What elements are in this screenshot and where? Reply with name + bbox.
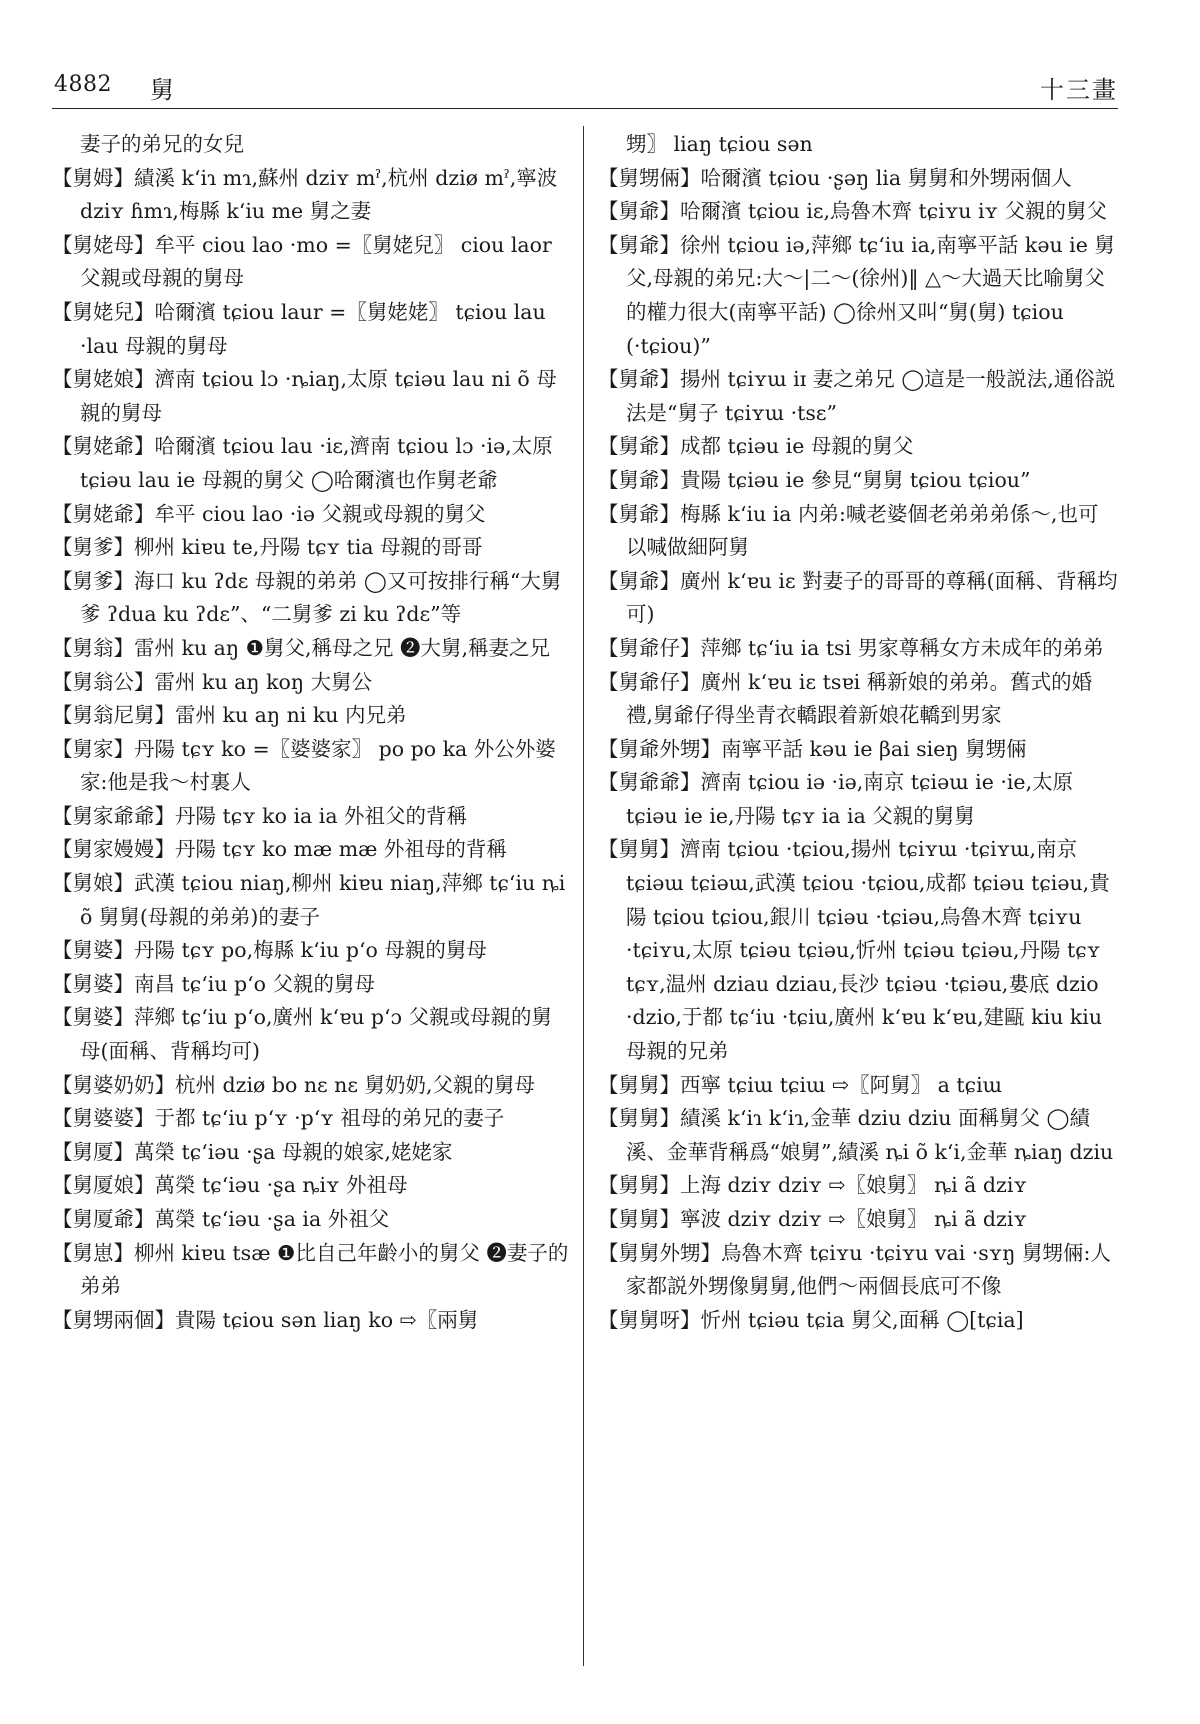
page-header (52, 68, 1118, 109)
dictionary-entry: 【舅爺】梅縣 kʻiu ia 内弟:喊老婆個老弟弟弟係～,也可以喊做細阿舅 (598, 501, 1099, 560)
dictionary-entry: 【舅舅】濟南 tɕiou ·tɕiou,揚州 tɕiʏɯ ·tɕiʏɯ,南京 tɕiəɯ tɕiəɯ,武漢 tɕiou ·tɕiou,成都 tɕiəu tɕiəu,貴陽 tɕiou tɕiou,銀川 tɕiəu ·tɕiəu,烏魯木齊 tɕiʏu ·tɕiʏu,太原 tɕiəu tɕiəu,忻州 tɕiəu tɕiəu,丹陽 tɕʏ tɕʏ,温州 dziau dziau,長沙 tɕiəu ·tɕiəu,婁底 dzio ·dzio,于都 tɕʻiu ·tɕiu,廣州 kʻɐu kʻɐu,建甌 kiu kiu 母親的兄弟 (598, 837, 1110, 1064)
dictionary-entry: 【舅爺仔】廣州 kʻɐu iɛ tsɐi 稱新娘的弟弟。舊式的婚禮,舅爺仔得坐青衣轎跟着新娘花轎到男家 (598, 669, 1093, 728)
dictionary-entry: 【舅翁】雷州 ku aŋ ❶舅父,稱母之兄 ❷大舅,稱妻之兄 (52, 635, 551, 660)
dictionary-entry: 【舅舅】寧波 dziʏ dziʏ ⇨〖娘舅〗 ȵi ã dziʏ (598, 1207, 1027, 1231)
dictionary-entry: 【舅甥倆】哈爾濱 tɕiou ·ʂəŋ lia 舅舅和外甥兩個人 (598, 165, 1072, 190)
dictionary-entry: 【舅舅】上海 dziʏ dziʏ ⇨〖娘舅〗 ȵi ã dziʏ (598, 1173, 1027, 1198)
dictionary-entry: 【舅婆奶奶】杭州 dziø bo nɛ nɛ 舅奶奶,父親的舅母 (52, 1072, 536, 1097)
dictionary-entry: 【舅爺】廣州 kʻɐu iɛ 對妻子的哥哥的尊稱(面稱、背稱均可) (598, 568, 1118, 627)
dictionary-entry: 【舅姥母】牟平 ciou lao ·mo =〖舅姥兒〗 ciou laor 父親或母親的舅母 (52, 232, 552, 291)
dictionary-entry: 【舅娘】武漢 tɕiou niaŋ,柳州 kiɐu niaŋ,萍鄉 tɕʻiu ȵi õ 舅舅(母親的弟弟)的妻子 (52, 871, 566, 929)
dictionary-entry: 【舅爺外甥】南寧平話 kəu ie βai sieŋ 舅甥倆 (598, 736, 1027, 761)
dictionary-entry: 【舅家爺爺】丹陽 tɕʏ ko ia ia 外祖父的背稱 (52, 803, 468, 828)
dictionary-entry: 【舅爺爺】濟南 tɕiou iə ·iə,南京 tɕiəɯ ie ·ie,太原 tɕiəu ie ie,丹陽 tɕʏ ia ia 父親的舅舅 (598, 770, 1074, 828)
dictionary-entry: 【舅姥爺】牟平 ciou lao ·iə 父親或母親的舅父 (52, 501, 486, 526)
dictionary-entry: 【舅翁尼舅】雷州 ku aŋ ni ku 内兄弟 (52, 703, 407, 728)
dictionary-entry: 【舅爺】哈爾濱 tɕiou iɛ,烏魯木齊 tɕiʏu iʏ 父親的舅父 (598, 199, 1107, 224)
dictionary-entry: 【舅家嫚嫚】丹陽 tɕʏ ko mæ mæ 外祖母的背稱 (52, 837, 507, 862)
dictionary-entry: 【舅爺】揚州 tɕiʏɯ iɪ 妻之弟兄 ◯這是一般説法,通俗説法是“舅子 tɕiʏɯ ·tsɛ” (598, 367, 1116, 425)
dictionary-entry: 【舅爹】海口 ku ʔdɛ 母親的弟弟 ◯又可按排行稱“大舅爹 ʔdua ku ʔdɛ”、“二舅爹 zi ku ʔdɛ”等 (52, 568, 562, 627)
left-column (52, 128, 572, 1337)
dictionary-entry: 【舅舅】西寧 tɕiɯ tɕiɯ ⇨〖阿舅〗 a tɕiɯ (598, 1072, 1003, 1097)
page-number: 4882 (54, 72, 112, 97)
section-label: 十三畫 (1040, 76, 1118, 104)
dictionary-entry: 【舅崽】柳州 kiɐu tsæ ❶比自己年齡小的舅父 ❷妻子的弟弟 (52, 1240, 569, 1299)
dictionary-entry: 【舅姆】績溪 kʻiɿ mɿ,蘇州 dziʏ mˀ,杭州 dziø mˀ,寧波 dziʏ ɦmɿ,梅縣 kʻiu me 舅之妻 (52, 165, 558, 224)
right-column (598, 128, 1118, 1337)
dictionary-entry: 【舅姥兒】哈爾濱 tɕiou laur =〖舅姥姥〗 tɕiou lau ·lau 母親的舅母 (52, 299, 546, 358)
dictionary-entry: 【舅爺仔】萍鄉 tɕʻiu ia tsi 男家尊稱女方未成年的弟弟 (598, 635, 1104, 660)
dictionary-entry: 【舅厦】萬榮 tɕʻiəu ·ʂa 母親的娘家,姥姥家 (52, 1139, 453, 1164)
dictionary-entry: 妻子的弟兄的女兒 (80, 132, 244, 156)
dictionary-entry: 【舅爺】成都 tɕiəu ie 母親的舅父 (598, 434, 914, 459)
dictionary-entry: 甥〗 liaŋ tɕiou sən (626, 132, 813, 156)
column-divider (583, 126, 584, 1666)
dictionary-entry: 【舅婆】南昌 tɕʻiu pʻo 父親的舅母 (52, 971, 376, 996)
dictionary-entry: 【舅舅外甥】烏魯木齊 tɕiʏu ·tɕiʏu vai ·sʏŋ 舅甥倆:人家都説外甥像舅舅,他們～兩個長底可不像 (598, 1240, 1111, 1299)
dictionary-entry: 【舅婆】萍鄉 tɕʻiu pʻo,廣州 kʻɐu pʻɔ 父親或母親的舅母(面稱、背稱均可) (52, 1005, 553, 1064)
dictionary-entry: 【舅婆】丹陽 tɕʏ po,梅縣 kʻiu pʻo 母親的舅母 (52, 938, 487, 963)
dictionary-entry: 【舅姥爺】哈爾濱 tɕiou lau ·iɛ,濟南 tɕiou lɔ ·iə,太原 tɕiəu lau ie 母親的舅父 ◯哈爾濱也作舅老爺 (52, 434, 553, 492)
dictionary-entry: 【舅舅】績溪 kʻiɿ kʻiɿ,金華 dziu dziu 面稱舅父 ◯績溪、金華背稱爲“娘舅”,績溪 ȵi õ kʻi,金華 ȵiaŋ dziu (598, 1106, 1114, 1164)
dictionary-entry: 【舅家】丹陽 tɕʏ ko =〖婆婆家〗 po po ka 外公外婆家:他是我～村裏人 (52, 736, 556, 795)
dictionary-entry: 【舅婆婆】于都 tɕʻiu pʻʏ ·pʻʏ 祖母的弟兄的妻子 (52, 1106, 505, 1131)
dictionary-entry: 【舅姥娘】濟南 tɕiou lɔ ·ȵiaŋ,太原 tɕiəu lau ni õ 母親的舅母 (52, 367, 557, 425)
dictionary-entry: 【舅爹】柳州 kiɐu te,丹陽 tɕʏ tia 母親的哥哥 (52, 535, 483, 560)
dictionary-entry: 【舅爺】徐州 tɕiou iə,萍鄉 tɕʻiu ia,南寧平話 kəu ie 舅父,母親的弟兄:大～|二～(徐州)‖ △～大過天比喻舅父的權力很大(南寧平話) ◯徐州又叫“舅(舅) tɕiou (·tɕiou)” (598, 232, 1115, 358)
dictionary-entry: 【舅厦爺】萬榮 tɕʻiəu ·ʂa ia 外祖父 (52, 1207, 390, 1231)
dictionary-entry: 【舅爺】貴陽 tɕiəu ie 參見“舅舅 tɕiou tɕiou” (598, 467, 1031, 492)
dictionary-entry: 【舅舅呀】忻州 tɕiəu tɕia 舅父,面稱 ◯[tɕia] (598, 1307, 1024, 1332)
dictionary-entry: 【舅厦娘】萬榮 tɕʻiəu ·ʂa ȵiʏ 外祖母 (52, 1173, 408, 1198)
dictionary-entry: 【舅翁公】雷州 ku aŋ koŋ 大舅公 (52, 669, 373, 694)
dictionary-entry: 【舅甥兩個】貴陽 tɕiou sən liaŋ ko ⇨〖兩舅 (52, 1307, 479, 1332)
head-character: 舅 (150, 76, 174, 104)
